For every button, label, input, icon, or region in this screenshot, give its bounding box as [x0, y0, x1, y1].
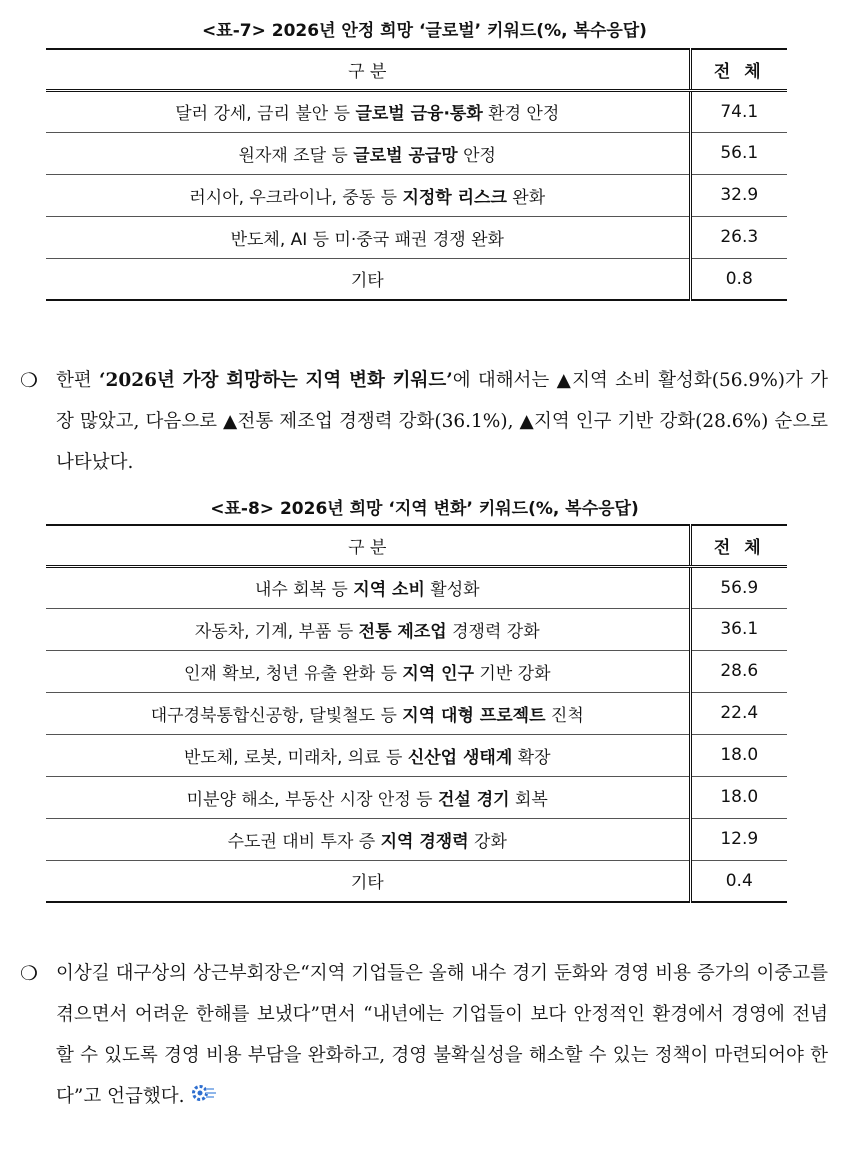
- row-value: 12.9: [690, 818, 787, 860]
- row-value: 18.0: [690, 734, 787, 776]
- row-label: 자동차, 기계, 부품 등 전통 제조업 경쟁력 강화: [46, 608, 690, 650]
- row-value: 28.6: [690, 650, 787, 692]
- row-label: 인재 확보, 청년 유출 완화 등 지역 인구 기반 강화: [46, 650, 690, 692]
- table-row: [46, 216, 787, 258]
- table-row: [46, 650, 787, 692]
- row-label: 내수 회복 등 지역 소비 활성화: [46, 566, 690, 608]
- table-row: [46, 90, 787, 132]
- table-row: [46, 692, 787, 734]
- table-row: [46, 608, 787, 650]
- table7: [46, 48, 787, 301]
- table8-header-category: 구 분: [46, 525, 690, 566]
- table-row: [46, 734, 787, 776]
- table-row: [46, 860, 787, 902]
- bullet-icon: ❍: [20, 961, 38, 985]
- bullet-icon: ❍: [20, 368, 38, 392]
- paragraph-1: [20, 360, 828, 485]
- row-value: 74.1: [690, 90, 787, 132]
- row-value: 0.4: [690, 860, 787, 902]
- table8-caption: <표-8> 2026년 희망 ‘지역 변화’ 키워드(%, 복수응답): [210, 499, 639, 519]
- row-label: 반도체, AI 등 미·중국 패권 경쟁 완화: [46, 216, 690, 258]
- row-label: 대구경북통합신공항, 달빛철도 등 지역 대형 프로젝트 진척: [46, 692, 690, 734]
- row-value: 56.1: [690, 132, 787, 174]
- row-value: 36.1: [690, 608, 787, 650]
- row-value: 32.9: [690, 174, 787, 216]
- table-row: [46, 776, 787, 818]
- row-label: 수도권 대비 투자 증 지역 경쟁력 강화: [46, 818, 690, 860]
- row-value: 0.8: [690, 258, 787, 300]
- row-label: 반도체, 로봇, 미래차, 의료 등 신산업 생태계 확장: [46, 734, 690, 776]
- table-row: [46, 258, 787, 300]
- row-label: 기타: [46, 258, 690, 300]
- table-row: [46, 818, 787, 860]
- paragraph-1-text: 한편 ‘2026년 가장 희망하는 지역 변화 키워드’에 대해서는 ▲지역 소비 활성화(56.9%)가 가장 많았고, 다음으로 ▲전통 제조업 경쟁력 강화(36.1%), ▲지역 인구 기반 강화(28.6%) 순으로 나타났다.: [56, 370, 828, 473]
- paragraph-2-text: 이상길 대구상의 상근부회장은“지역 기업들은 올해 내수 경기 둔화와 경영 비용 증가의 이중고를 겪으면서 어려운 한해를 보냈다”면서 “내년에는 기업들이 보다 안정적인 환경에서 경영에 전념 할 수 있도록 경영 비용 부담을 완화하고, 경영 불확실성을 해소할 수 있는 정책이 마련되어야 한다”고 언급했다.: [56, 953, 828, 1118]
- table-row: [46, 132, 787, 174]
- table7-header-total: 전 체: [690, 49, 787, 90]
- gear-logo-icon: [192, 1077, 218, 1118]
- table8-header-total: 전 체: [690, 525, 787, 566]
- row-value: 26.3: [690, 216, 787, 258]
- row-label: 달러 강세, 금리 불안 등 글로벌 금융·통화 환경 안정: [46, 90, 690, 132]
- row-label: 미분양 해소, 부동산 시장 안정 등 건설 경기 회복: [46, 776, 690, 818]
- row-label: 원자재 조달 등 글로벌 공급망 안정: [46, 132, 690, 174]
- table7-header-category: 구 분: [46, 49, 690, 90]
- table-row: [46, 174, 787, 216]
- paragraph-2: [20, 953, 828, 1153]
- row-value: 22.4: [690, 692, 787, 734]
- table-row: [46, 566, 787, 608]
- row-value: 18.0: [690, 776, 787, 818]
- row-value: 56.9: [690, 566, 787, 608]
- table7-caption: <표-7> 2026년 안정 희망 ‘글로벌’ 키워드(%, 복수응답): [202, 21, 647, 41]
- table8: [46, 524, 787, 903]
- row-label: 기타: [46, 860, 690, 902]
- row-label: 러시아, 우크라이나, 중동 등 지정학 리스크 완화: [46, 174, 690, 216]
